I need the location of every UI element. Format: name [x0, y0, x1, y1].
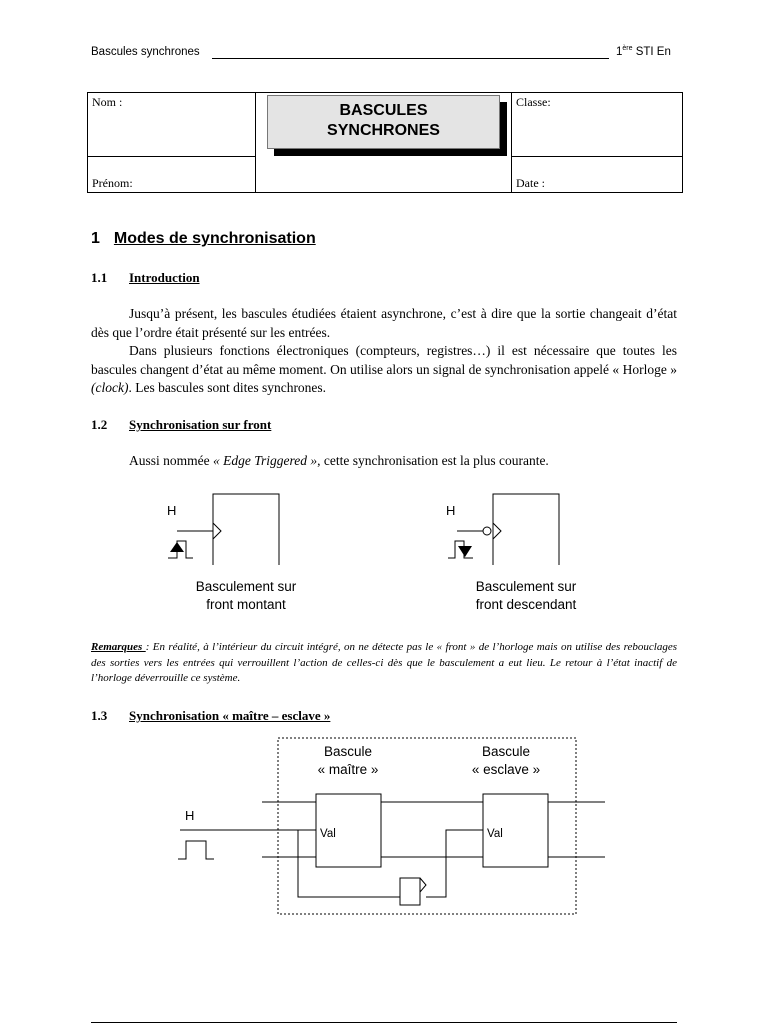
clock-triangle	[493, 523, 501, 539]
field-classe: Classe:	[516, 95, 551, 109]
subsection-heading-front: 1.2 Synchronisation sur front	[91, 417, 272, 432]
document-title: BASCULES SYNCHRONES	[267, 95, 500, 149]
introduction-text: Jusqu’à présent, les bascules étudiées étaient asynchrone, c’est à dire que la sortie changeait d’état dès que l’ordre était présenté sur les entrées. Dans plusieurs fonctions électroniques (compteurs, registres…) il est nécessaire que toutes les bascules changent d’état au même moment. On utilise alors un signal de synchronisation appelé « Horloge » (clock). Les bascules sont dites synchrones.	[91, 306, 677, 395]
slave-val-label: Val	[487, 828, 503, 840]
table-divider	[88, 156, 256, 157]
remarks-paragraph: Remarques : En réalité, à l’intérieur du circuit intégré, on ne détecte pas le « front » de l’horloge mais on utilise des rebouclages des sorties vers les entrées qui verrouillent l’action de celles-ci dès que le basculement a eut lieu. Le retour à l’état inactif de l’horloge déverrouille ce système.	[91, 641, 677, 684]
section-heading: 1 Modes de synchronisation	[91, 230, 316, 247]
inverter	[400, 878, 420, 905]
subsection-heading-maitre-esclave: 1.3 Synchronisation « maître – esclave »	[91, 708, 331, 723]
running-header-rule	[212, 58, 609, 59]
subsection-heading-introduction: 1.1 Introduction	[91, 270, 200, 285]
running-header-class: 1ère STI En	[616, 45, 671, 58]
clock-triangle	[213, 523, 221, 539]
table-divider	[511, 93, 512, 192]
arrow-up-icon	[170, 542, 184, 552]
falling-edge-diagram	[430, 485, 600, 565]
inverter-triangle	[420, 878, 426, 892]
running-header-title: Bascules synchrones	[91, 46, 200, 58]
inversion-bubble	[483, 527, 491, 535]
flipflop-box	[213, 494, 279, 565]
clock-branch	[298, 830, 400, 897]
field-nom: Nom :	[92, 95, 123, 109]
slave-label: Bascule « esclave »	[471, 744, 541, 777]
clock-label-master-slave: H	[185, 808, 195, 823]
footer-rule	[91, 1022, 677, 1023]
clock-label-left: H	[167, 503, 177, 518]
flipflop-box	[493, 494, 559, 565]
clock-pulse-icon	[178, 841, 214, 859]
arrow-down-icon	[458, 546, 472, 557]
table-divider	[255, 93, 256, 192]
table-divider	[511, 156, 682, 157]
edge-intro: Aussi nommée « Edge Triggered », cette synchronisation est la plus courante.	[129, 453, 549, 468]
field-prenom: Prénom:	[92, 176, 133, 190]
caption-front-montant: Basculement sur front montant	[195, 579, 297, 612]
inverted-clock	[426, 830, 483, 897]
caption-front-descendant: Basculement sur front descendant	[475, 579, 577, 612]
field-date: Date :	[516, 176, 545, 190]
master-val-label: Val	[320, 828, 336, 840]
clock-label-right: H	[446, 503, 456, 518]
master-label: Bascule « maître »	[317, 744, 379, 777]
rising-edge-diagram	[150, 485, 320, 565]
